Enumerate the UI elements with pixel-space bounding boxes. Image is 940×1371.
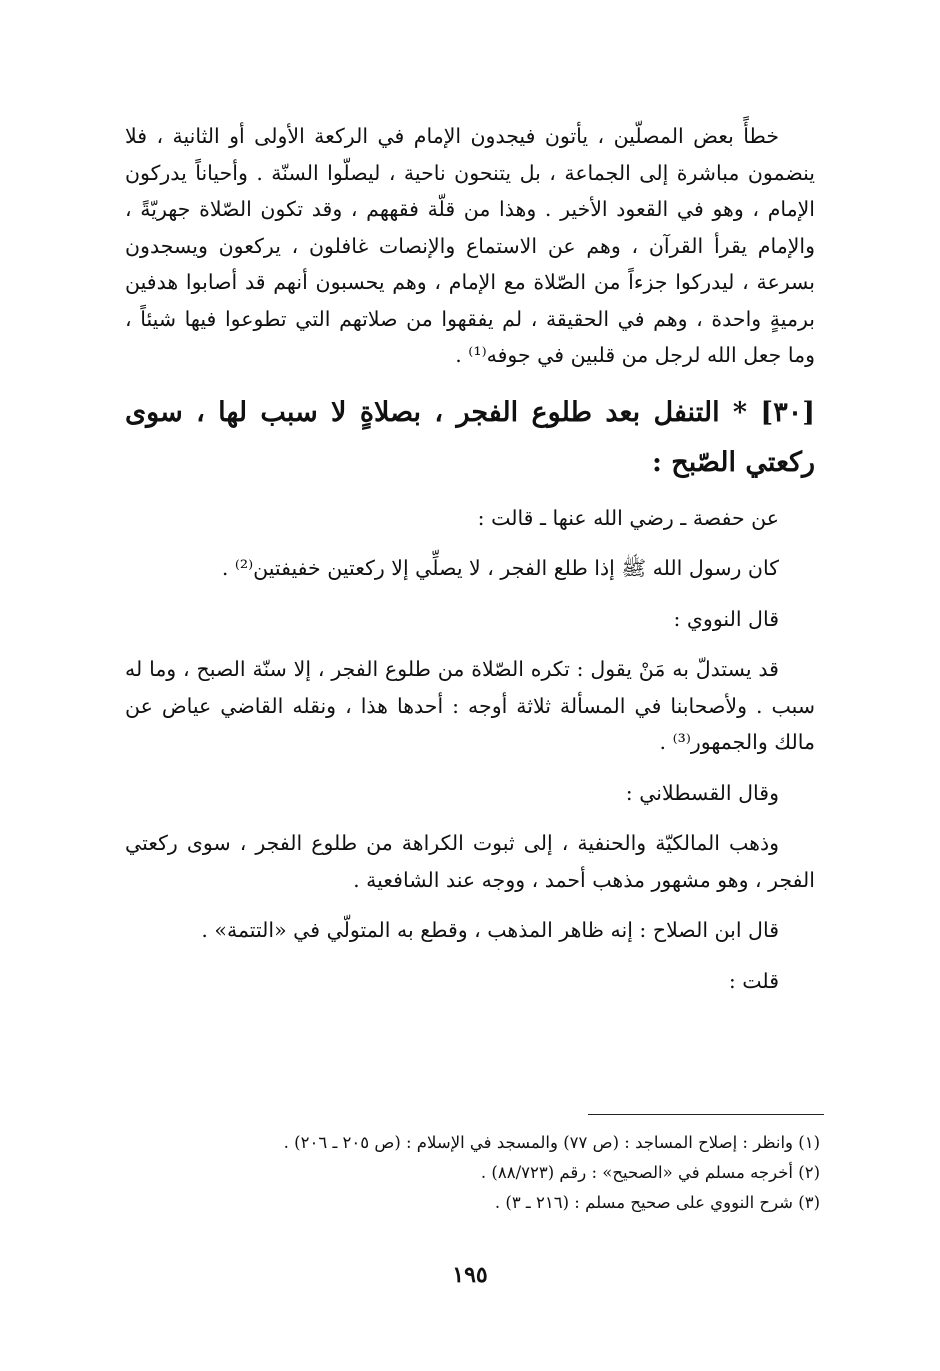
footnote-3: (٣) شرح النووي على صحيح مسلم : (٢١٦ ـ ٣) . [494,1193,820,1212]
qastallani-quote: وذهب المالكيّة والحنفية ، إلى ثبوت الكراهة من طلوع الفجر ، سوى ركعتي الفجر ، وهو مشهور مذهب أحمد ، ووجه عند الشافعية . [125,831,815,892]
nawawi-label: قال النووي : [673,606,779,631]
qastallani-label: وقال القسطلاني : [625,780,779,805]
nawawi-quote: قد يستدلّ به مَنْ يقول : تكره الصّلاة من طلوع الفجر ، إلا سنّة الصبح ، وما له سبب . ولأصحابنا في المسألة ثلاثة أوجه : أحدها هذا ، ونقله القاضي عياض عن مالك والجمهور⁽³⁾ . [125,657,815,754]
page-body [125,118,815,1013]
section-heading: [٣٠] * التنفل بعد طلوع الفجر ، بصلاةٍ لا سبب لها ، سوى ركعتي الصّبح : [125,396,815,478]
footnote-2: (٢) أخرجه مسلم في «الصحيح» : رقم (٨٨/٧٢٣) . [480,1163,820,1182]
intro-paragraph: خطأً بعض المصلّين ، يأتون فيجدون الإمام في الركعة الأولى أو الثانية ، فلا ينضمون مباشرة إلى الجماعة ، بل يتنحون ناحية ، ليصلّوا السنّة . وأحياناً يدركون الإمام ، وهو في القعود الأخير . وهذا من قلّة فقههم ، وقد تكون الصّلاة جهريّةً ، والإمام يقرأ القرآن ، وهم عن الاستماع والإنصات غافلون ، يركعون ويسجدون بسرعة ، ليدركوا جزءاً من الصّلاة مع الإمام ، وهم يحسبون أنهم قد أصابوا هدفين برميةٍ واحدة ، وهم في الحقيقة ، لم يفقهوا من صلاتهم التي تطوعوا فيها شيئاً ، وما جعل الله لرجل من قلبين في جوفه⁽¹⁾ . [125,124,815,367]
hadith-chain: عن حفصة ـ رضي الله عنها ـ قالت : [477,505,779,530]
hadith-text: كان رسول الله ﷺ إذا طلع الفجر ، لا يصلِّي إلا ركعتين خفيفتين⁽²⁾ . [221,556,779,580]
footnote-1: (١) وانظر : إصلاح المساجد : (ص ٧٧) والمسجد في الإسلام : (ص ٢٠٥ ـ ٢٠٦) . [283,1133,820,1152]
page-number: ١٩٥ [452,1262,488,1288]
ibn-salah-quote: قال ابن الصلاح : إنه ظاهر المذهب ، وقطع به المتولّي في «التتمة» . [201,918,779,942]
qultu-label: قلت : [728,968,779,993]
footnotes [125,1128,820,1218]
footnote-divider [588,1114,824,1115]
